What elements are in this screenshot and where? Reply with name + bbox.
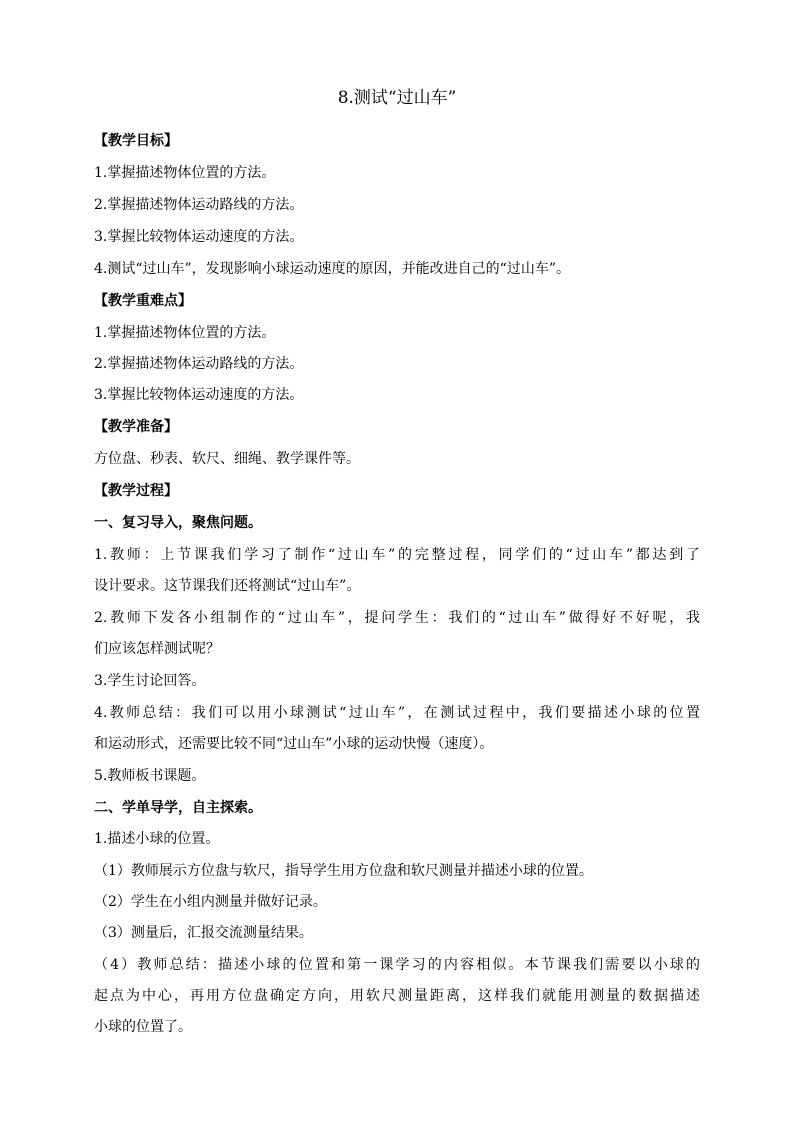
section2-paragraph: 1.描述小球的位置。 [94, 831, 220, 847]
key-point-item: 3.掌握比较物体运动速度的方法。 [94, 387, 304, 403]
goal-item: 1.掌握描述物体位置的方法。 [94, 165, 276, 181]
section2-heading: 二、学单导学，自主探索。 [94, 800, 262, 816]
section2-step: （4）教师总结：描述小球的位置和第一课学习的内容相似。本节课我们需要以小球的 [94, 957, 700, 973]
goal-item: 4.测试“过山车”，发现影响小球运动速度的原因，并能改进自己的“过山车”。 [94, 261, 570, 277]
goals-heading: 【教学目标】 [94, 133, 178, 149]
section1-heading: 一、复习导入，聚焦问题。 [94, 515, 262, 531]
section1-paragraph: 3.学生讨论回答。 [94, 673, 206, 689]
preparation-heading: 【教学准备】 [94, 419, 178, 435]
section1-paragraph: 设计要求。这节课我们还将测试“过山车”。 [94, 578, 361, 594]
section1-paragraph: 们应该怎样测试呢？ [94, 641, 220, 657]
section1-paragraph: 2.教师下发各小组制作的“过山车”，提问学生：我们的“过山车”做得好不好呢，我 [94, 610, 700, 626]
section2-step: （2）学生在小组内测量并做好记录。 [94, 894, 327, 910]
key-point-item: 2.掌握描述物体运动路线的方法。 [94, 356, 304, 372]
section2-step: （3）测量后，汇报交流测量结果。 [94, 925, 313, 941]
section1-paragraph: 4.教师总结：我们可以用小球测试“过山车”，在测试过程中，我们要描述小球的位置 [94, 705, 700, 721]
process-heading: 【教学过程】 [94, 483, 178, 499]
section1-paragraph: 5.教师板书课题。 [94, 768, 206, 784]
section2-step: 起点为中心，再用方位盘确定方向，用软尺测量距离，这样我们就能用测量的数据描述 [94, 988, 700, 1004]
key-points-heading: 【教学重难点】 [94, 293, 192, 309]
page-title: 8.测试“过山车” [337, 88, 457, 108]
section1-paragraph: 和运动形式，还需要比较不同“过山车”小球的运动快慢（速度）。 [94, 736, 494, 752]
section1-paragraph: 1.教师：上节课我们学习了制作“过山车”的完整过程，同学们的“过山车”都达到了 [94, 547, 700, 563]
goal-item: 3.掌握比较物体运动速度的方法。 [94, 229, 304, 245]
preparation-text: 方位盘、秒表、软尺、细绳、教学课件等。 [94, 451, 360, 467]
goal-item: 2.掌握描述物体运动路线的方法。 [94, 197, 304, 213]
section2-step: 小球的位置了。 [94, 1019, 192, 1035]
key-point-item: 1.掌握描述物体位置的方法。 [94, 325, 276, 341]
section2-step: （1）教师展示方位盘与软尺，指导学生用方位盘和软尺测量并描述小球的位置。 [94, 863, 593, 879]
